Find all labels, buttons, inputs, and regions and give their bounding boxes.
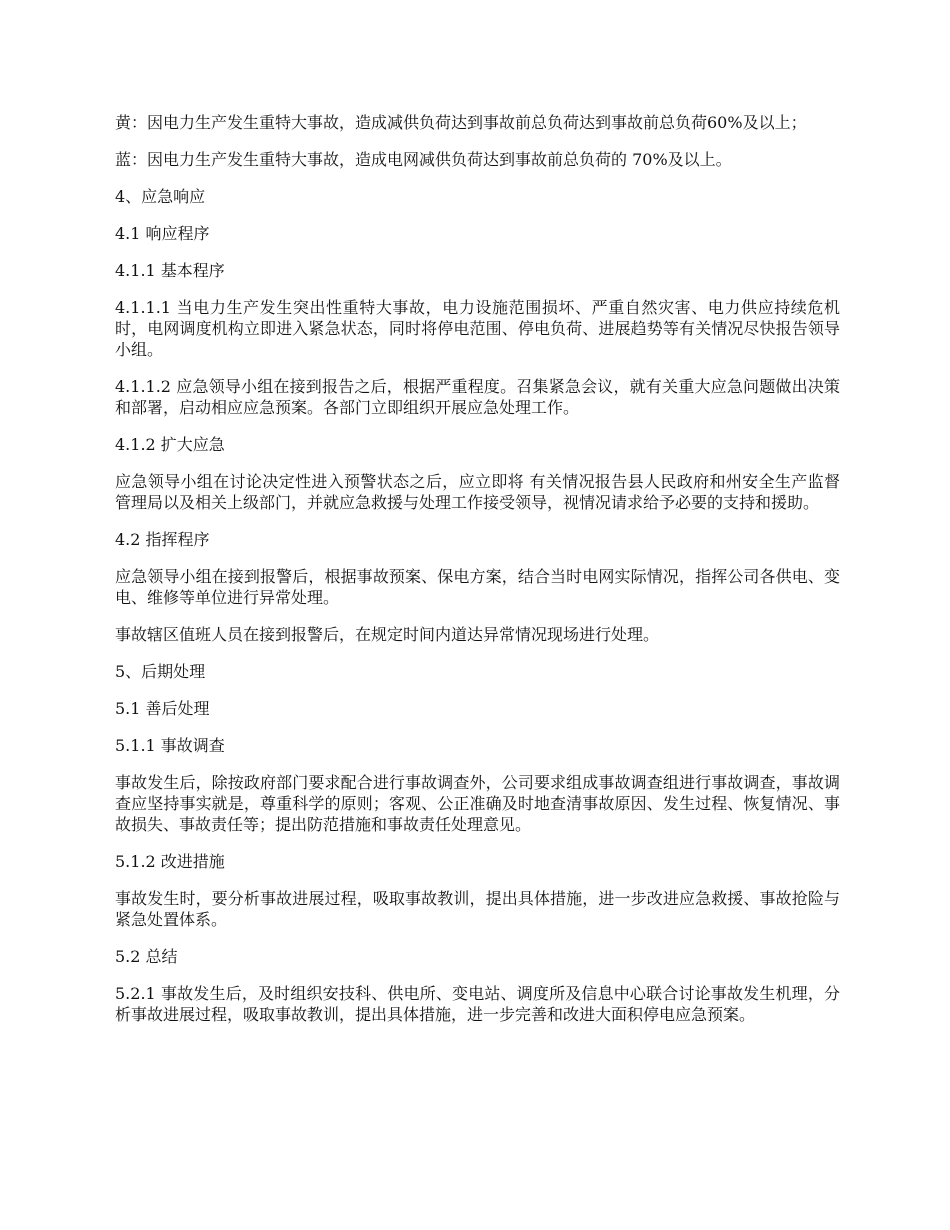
heading-4-2-command-procedure: 4.2 指挥程序 — [115, 530, 210, 549]
paragraph-5-2-1: 5.2.1 事故发生后，及时组织安技科、供电所、变电站、调度所及信息中心联合讨论事故发生机理，分析事故进展过程，吸取事故教训，提出具体措施，进一步完善和改进大面积停电应急预案。 — [115, 984, 840, 1024]
paragraph-4-1-1-1: 4.1.1.1 当电力生产发生突出性重特大事故，电力设施范围损坏、严重自然灾害、电力供应持续危机时，电网调度机构立即进入紧急状态，同时将停电范围、停电负荷、进展趋势等有关情况尽快报告领导小组。 — [115, 298, 840, 359]
paragraph-expanded-response: 应急领导小组在讨论决定性进入预警状态之后，应立即将 有关情况报告县人民政府和州安全生产监督管理局以及相关上级部门，并就应急救援与处理工作接受领导，视情况请求给予必要的支持和援助。 — [115, 472, 840, 512]
paragraph-4-1-1-2: 4.1.1.2 应急领导小组在接到报告之后，根据严重程度。召集紧急会议，就有关重大应急问题做出决策和部署，启动相应应急预案。各部门立即组织开展应急处理工作。 — [115, 377, 840, 417]
document-page — [115, 112, 840, 1041]
heading-5-1-1-investigation: 5.1.1 事故调查 — [115, 736, 225, 755]
paragraph-yellow-level: 黄：因电力生产发生重特大事故，造成减供负荷达到事故前总负荷达到事故前总负荷60%及以上； — [115, 113, 807, 132]
heading-5-2-summary: 5.2 总结 — [115, 947, 178, 966]
paragraph-duty-staff: 事故辖区值班人员在接到报警后，在规定时间内道达异常情况现场进行处理。 — [115, 625, 660, 644]
heading-4-1-1-basic-procedure: 4.1.1 基本程序 — [115, 261, 225, 280]
heading-4-1-response-procedure: 4.1 响应程序 — [115, 224, 210, 243]
heading-5-aftermath: 5、后期处理 — [115, 662, 206, 681]
heading-4-emergency-response: 4、应急响应 — [115, 187, 206, 206]
paragraph-command-procedure: 应急领导小组在接到报警后，根据事故预案、保电方案，结合当时电网实际情况，指挥公司各供电、变电、维修等单位进行异常处理。 — [115, 567, 840, 607]
paragraph-improvement: 事故发生时，要分析事故进展过程，吸取事故教训，提出具体措施，进一步改进应急救援、事故抢险与紧急处置体系。 — [115, 889, 840, 929]
paragraph-blue-level: 蓝：因电力生产发生重特大事故，造成电网减供负荷达到事故前总负荷的 70%及以上。 — [115, 150, 732, 169]
heading-5-1-aftercare: 5.1 善后处理 — [115, 699, 210, 718]
heading-5-1-2-improvement: 5.1.2 改进措施 — [115, 852, 225, 871]
paragraph-investigation: 事故发生后，除按政府部门要求配合进行事故调查外，公司要求组成事故调查组进行事故调查，事故调查应坚持事实就是，尊重科学的原则；客观、公正准确及时地查清事故原因、发生过程、恢复情况、事故损失、事故责任等；提出防范措施和事故责任处理意见。 — [115, 773, 840, 834]
heading-4-1-2-expanded-response: 4.1.2 扩大应急 — [115, 435, 225, 454]
